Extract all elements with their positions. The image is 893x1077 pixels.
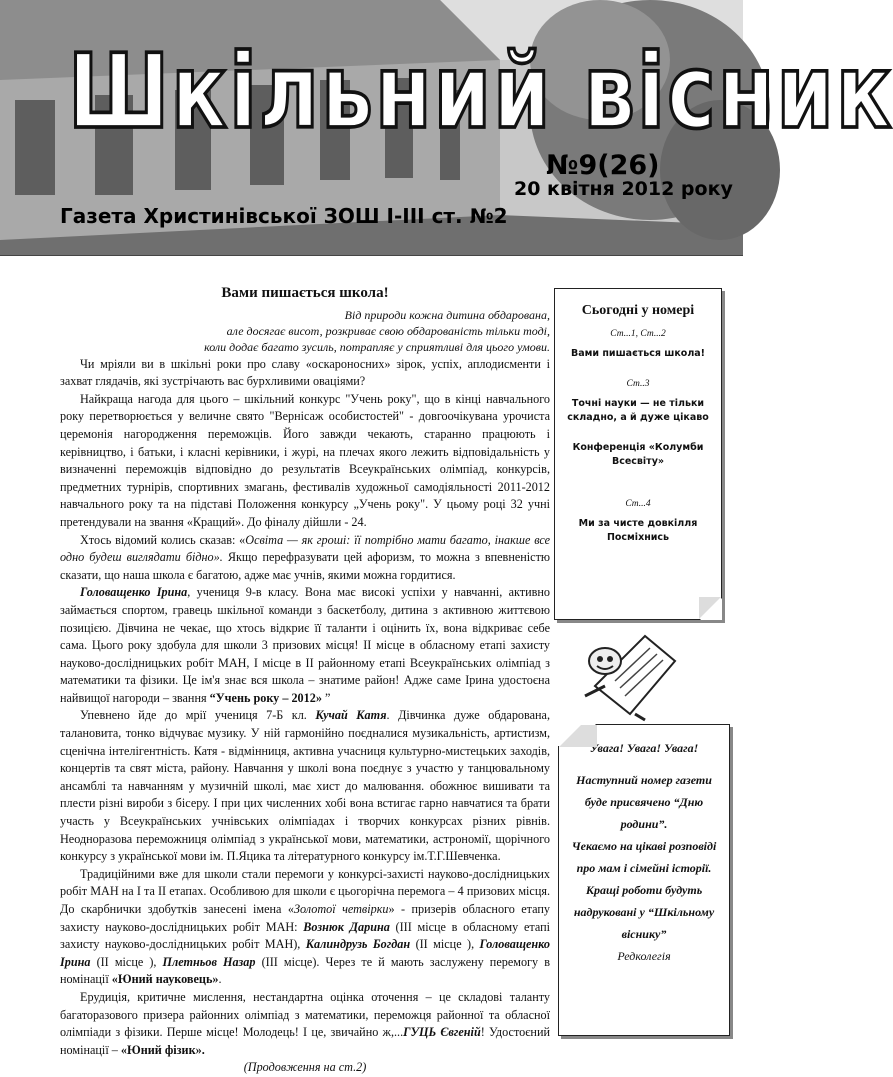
article-paragraph: Ерудиція, критичне мислення, нестандартна оцінка оточення – це складові таланту багаторазового призера районних олімпіад з математики, переможця районної та обласної олімпіади з фізики. Перше місце! Молодець! І це, звичайно ж,...ГУЦЬ Євгеній! Удостоєний номінації – «Юний фізик».: [60, 989, 551, 1057]
contents-item[interactable]: Конференція «Колумби Всесвіту»: [572, 442, 704, 467]
newspaper-subtitle: Газета Христинівської ЗОШ I-III ст. №2: [60, 204, 508, 228]
notice-text: Чекаємо на цікаві розповіді про мам і сімейні історії.: [571, 839, 717, 875]
contents-item[interactable]: Ми за чисте довкілля Посміхнись: [578, 518, 698, 543]
article-paragraph: Головащенко Ірина, учениця 9-в класу. Вона має високі успіхи у навчанні, активно займається спортом, гравець шкільної команди з баскетболу, дитина з активною життєвою позицією. Дівчина не чекає, що хтось відкриє її таланти і оцінить їх, вона відкриває себе сама. Цього року здобула для школи 3 призових місця! ІІ місце в обласному етапі захисту науково-дослідницьких робіт МАН, І місце в ІІ районному етапі Всеукраїнських олімпіад з математики та фізики. Це ім'я знає вся школа – знатиме район! Адже саме Ірина удостоєна найвищої нагороди – звання “Учень року – 2012» ”: [60, 585, 550, 705]
epigraph: [60, 307, 550, 355]
page-ref: Ст...4: [625, 499, 651, 509]
student-name: ГУЦЬ Євгеній: [403, 1025, 481, 1040]
newspaper-title: Шкільний вісник: [68, 33, 893, 152]
article-paragraph: Традиційними вже для школи стали перемоги у конкурсі-захисті науково-дослідницьких робіт МАН на І та ІІ етапах. Особливою для школи є цьогорічна перемога – 4 призових місця. До скарбнички здобутків занесені імена «Золотої четвірки» - призерів обласного етапу захисту науково-дослідницьких робіт МАН: Вознюк Дарина (ІІІ місце в обласному етапі захисту науково-дослідницьких робіт МАН), Калиндрузь Богдан (ІІ місце ), Головащенко Ірина (ІІ місце ), Плетньов Назар (ІІІ місце). Через те й мають заслужену перемогу в номінації «Юний науковець».: [60, 866, 551, 987]
article-paragraph: Чи мріяли ви в шкільні роки про славу «оскароносних» зірок, успіх, аплодисменти і захват глядачів, які зустрічають вас бурхливими оваціями?: [60, 356, 550, 389]
continued-note: (Продовження на ст.2): [243, 1060, 367, 1075]
student-name: Плетньов Назар: [162, 954, 256, 969]
epigraph-line: але досягає висот, розкриває свою обдарованість тільки тоді,: [226, 323, 550, 338]
page-curl-fold: [699, 597, 721, 619]
masthead: [0, 0, 893, 256]
student-name: Калиндрузь Богдан: [305, 937, 411, 952]
page-ref: Ст...1, Ст...2: [610, 329, 666, 339]
nomination: «Юний фізик».: [120, 1042, 205, 1057]
article-paragraph: Хтось відомий колись сказав: «Освіта — як гроші: її потрібно мати багато, інакше все одно будеш виглядати бідно». Якщо перефразувати цей афоризм, то можна з впевненістю сказати, що наша школа є багатою, адже має учнів, якими можна гордитися.: [60, 532, 550, 582]
award-title: “Учень року – 2012»: [209, 690, 322, 705]
contents-heading: Сьогодні у номері: [581, 303, 695, 318]
issue-date: 20 квітня 2012 року: [514, 178, 733, 200]
notice-heading: Увага! Увага! Увага!: [589, 741, 699, 755]
notice-text: Кращі роботи будуть надруковані у “Шкільному віснику”: [573, 883, 715, 941]
student-name: Вознюк Дарина: [303, 919, 390, 934]
signature: Редколегія: [617, 949, 671, 963]
notice-text: Наступний номер газети буде присвячено “Дню родини”.: [576, 773, 712, 831]
contents-item[interactable]: Точні науки — не тільки складно, а й дуже цікаво: [567, 398, 709, 423]
epigraph-line: Від природи кожна дитина обдарована,: [344, 307, 550, 322]
article-title: Вами пишається школа!: [221, 285, 389, 301]
article-paragraph: Найкраща нагода для цього – шкільний конкурс "Учень року", що в кінці навчального року перетворюється у величне свято "Вернісаж особистостей" - довгоочікувана урочиста церемонія нагородження переможців. Його завжди чекають, старанно працюють і керівництво, і батьки, і класні керівники, і журі, на плечах якого лежить відповідальність у визначенні переможців відповідно до результатів Всеукраїнських олімпіад, конкурсів, предметних турнірів, спортивних змагань, фестивалів художньої самодіяльності 2011-2012 навчального року та на підставі Положення конкурсу „Учень року". У цьому році 32 учні претендували на звання «Кращий». До фіналу дійшли - 24.: [60, 391, 550, 529]
page-curl-fold: [559, 725, 597, 747]
quote: Освіта — як гроші: її потрібно мати багато, інакше все одно будеш виглядати бідно».: [60, 532, 550, 565]
page-ref: Ст..3: [626, 379, 650, 389]
nomination: «Юний науковець»: [111, 972, 219, 987]
article-paragraph: Упевнено йде до мрії учениця 7-Б кл. Кучай Катя. Дівчинка дуже обдарована, талановита, тонко відчуває музику. У ній гармонійно поєдналися музикальність, артистизм, сценічна інтелігентність. Катя - відмінниця, активна учасниця культурно-мистецьких заходів, концертів та свят міста, району. Навчання у школі вона поєднує з участю у танцювальному ансамблі та навчанням у музичній школі, має хист до малювання. обожнює вишивати та плести різні вироби з бісеру. І при цих численних хобі вона встигає гарно навчатися та брати участь у Всеукраїнських учнівських олімпіадах і творчих конкурсах різних рівнів. Неодноразова переможниця олімпіад з української мови, математики, астрономії, щорічного конкурсу з української мови ім. П.Яцика та літературного конкурсу ім.Т.Г.Шевченка.: [60, 708, 550, 864]
epigraph-line: коли додає багато зусиль, потрапляє у сприятливі для цього умови.: [204, 339, 550, 354]
contents-box: [554, 288, 722, 620]
student-name: Головащенко Ірина: [80, 585, 188, 600]
newspaper-mascot-icon: [575, 626, 685, 721]
contents-item[interactable]: Вами пишається школа!: [570, 348, 706, 359]
student-name: Головащенко Ірина: [60, 937, 550, 969]
main-article: [60, 285, 550, 1077]
notice-box: [558, 724, 730, 1036]
student-name: Кучай Катя: [315, 708, 387, 723]
issue-number: №9(26): [546, 150, 660, 181]
